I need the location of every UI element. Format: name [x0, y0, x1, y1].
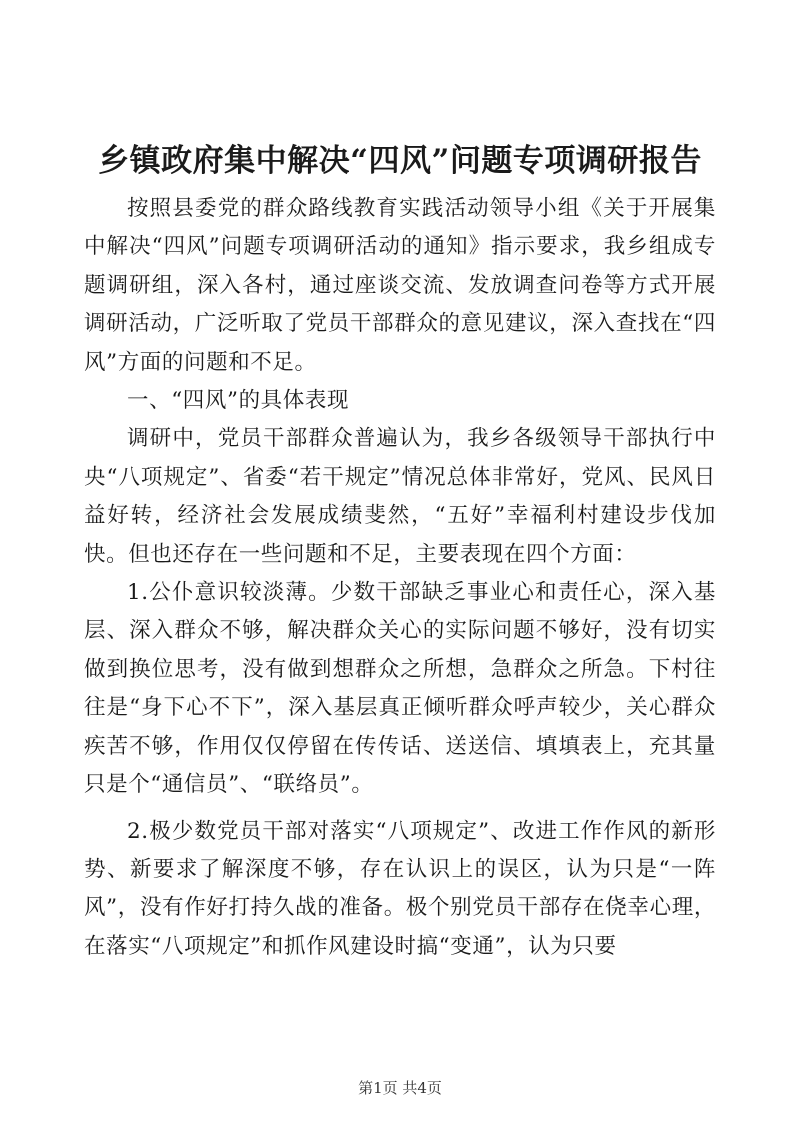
paragraph-findings: 调研中，党员干部群众普遍认为，我乡各级领导干部执行中央“八项规定”、省委“若干规定”情况总体非常好，党风、民风日益好转，经济社会发展成绩斐然，“五好”幸福利村建设步伐加快。但也还存在一些问题和不足，主要表现在四个方面： — [84, 426, 716, 567]
document-title: 乡镇政府集中解决“四风”问题专项调研报告 — [98, 143, 702, 179]
section-heading: 一、“四风”的具体表现 — [127, 388, 350, 414]
page-footer — [0, 1078, 800, 1098]
paragraph-item-1: 1.公仆意识较淡薄。少数干部缺乏事业心和责任心，深入基层、深入群众不够，解决群众关心的实际问题不够好，没有切实做到换位思考，没有做到想群众之所想，急群众之所急。下村往往是“身下心不下”，深入基层真正倾听群众呼声较少，关心群众疾苦不够，作用仅仅停留在传传话、送送信、填填表上，充其量只是个“通信员”、“联络员”。 — [84, 580, 716, 798]
paragraph-intro: 按照县委党的群众路线教育实践活动领导小组《关于开展集中解决“四风”问题专项调研活动的通知》指示要求，我乡组成专题调研组，深入各村，通过座谈交流、发放调查问卷等方式开展调研活动，广泛听取了党员干部群众的意见建议，深入查找在“四风”方面的问题和不足。 — [84, 196, 716, 375]
document-body — [84, 190, 716, 966]
page-number-indicator: 第1页 共4页 — [358, 1079, 442, 1097]
paragraph-item-2: 2.极少数党员干部对落实“八项规定”、改进工作作风的新形势、新要求了解深度不够，存在认识上的误区，认为只是“一阵风”，没有作好打持久战的准备。极个别党员干部存在侥幸心理，在落实“八项规定”和抓作风建设时搞“变通”，认为只要 — [84, 818, 716, 959]
